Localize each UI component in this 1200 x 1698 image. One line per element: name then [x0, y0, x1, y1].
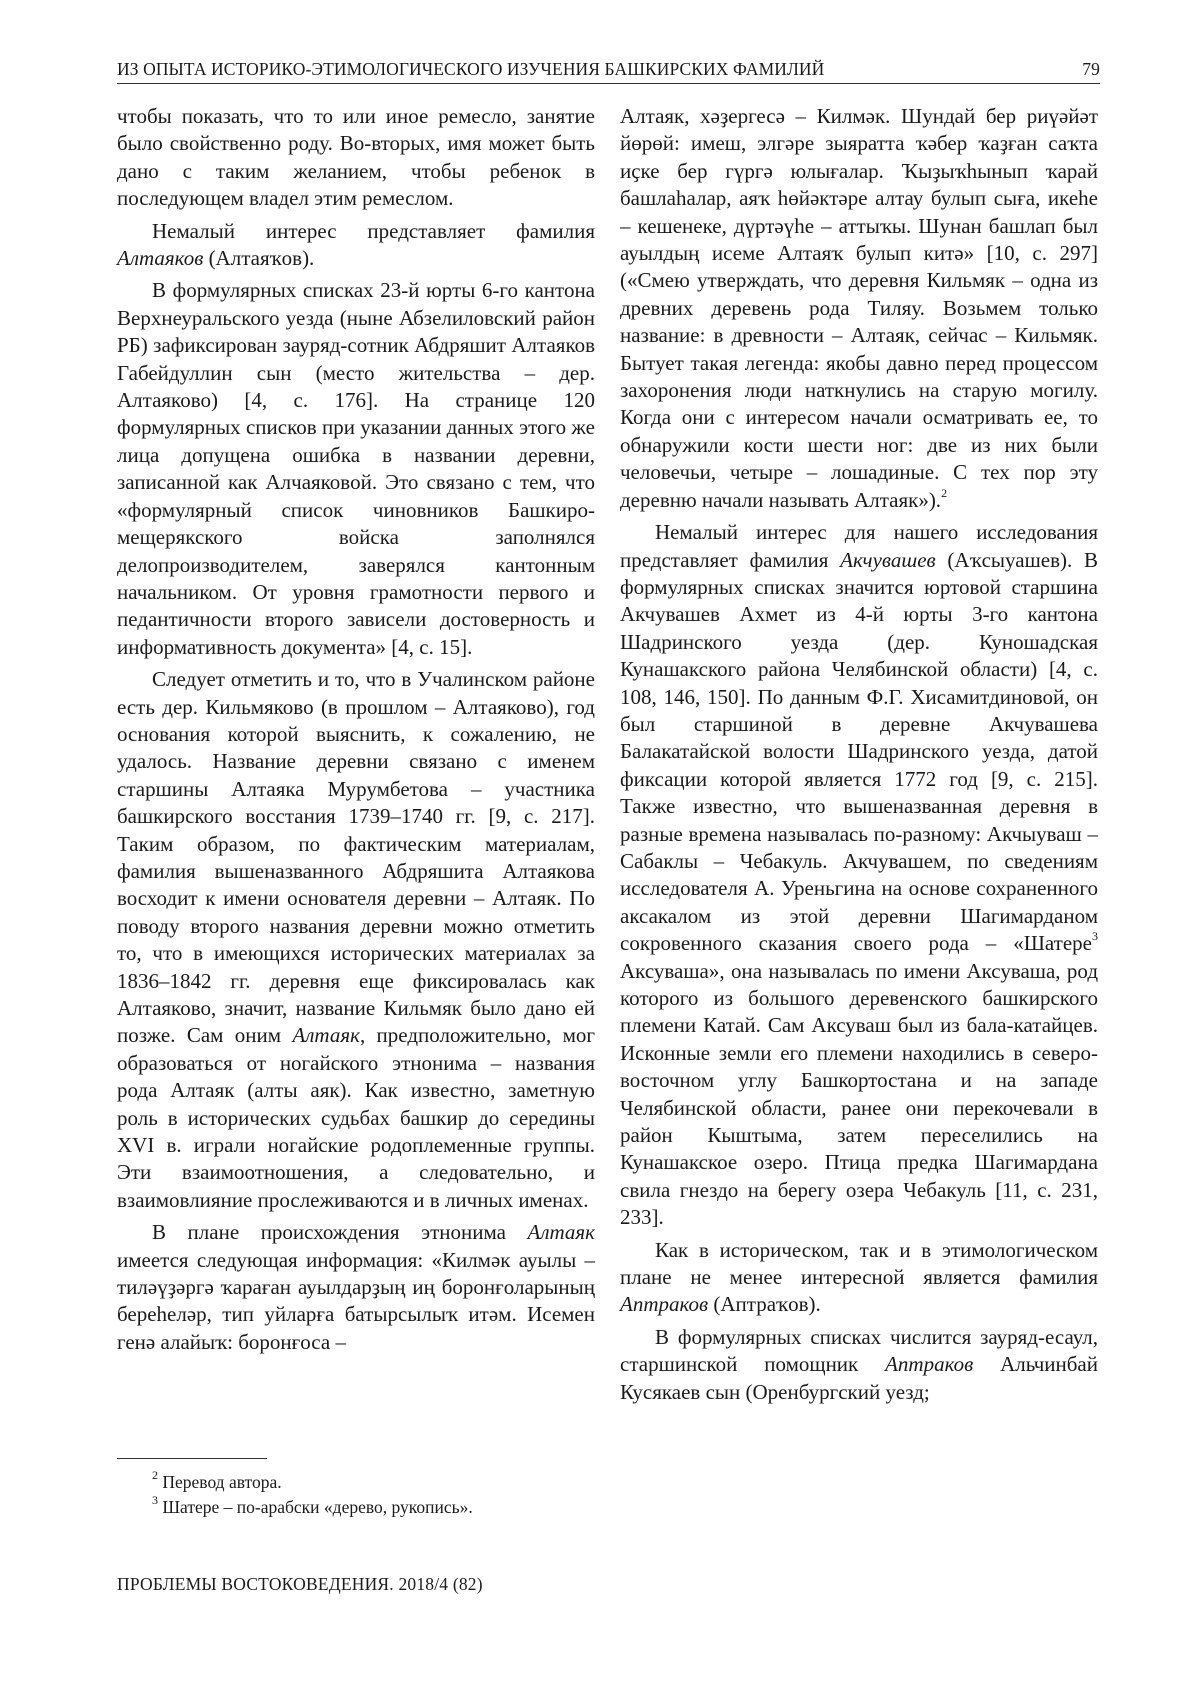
footnote-divider [117, 1458, 267, 1459]
surname-italic: Алтаяков [117, 246, 204, 271]
footnote-ref: 2 [941, 485, 948, 500]
paragraph: В плане происхождения этнонима Алтаяк имеется следующая информация: «Килмәк ауылы – тиләүҙәргә ҡараған ауылдарҙың иң боронғоларының береһеләр, тип уйларға батырсылыҡ итәм. Исемен генә алайыҡ: боронғоса – [117, 1220, 595, 1354]
paragraph: В формулярных списках числится зауряд-есаул, старшинской помощник Аптраков Альчинбай Кусякаев сын (Оренбургский уезд; [620, 1324, 1098, 1404]
onym-italic: Алтаяк [292, 1023, 360, 1048]
left-column [117, 103, 595, 1356]
footnotes [117, 1470, 677, 1520]
paragraph: Немалый интерес для нашего исследования представляет фамилия Акчувашев (Аҡсыуашев). В формулярных списках значится юртовой старшина Акчувашев Ахмет из 4-й юрты 3-го кантона Шадринского уезда (дер. Куношадская Кунашакского района Челябинской области) [4, с. 108, 146, 150]. По данным Ф.Г. Хисамитдиновой, он был старшиной в деревне Акчувашева Балакатайской волости Шадринского уезда, датой фиксации которой является 1772 год [9, с. 215]. Также известно, что вышеназванная деревня в разные времена называлась по-разному: Акчыуваш – Сабаклы – Чебакуль. Акчувашем, по сведениям исследователя А. Уреньгина на основе сохраненного аксакалом из этой деревни Шагимарданом сокровенного сказания своего рода – «Шатере$^3$ Аксуваша», она называлась по имени Аксуваша, род которого из большого деревенского башкирского племени Катай. Сам Аксуваш был из бала-катайцев. Исконные земли его племени находились в северо-восточном углу Башкортостана и на западе Челябинской области, ранее они перекочевали в район Кыштыма, затем переселились на Кунашакское озеро. Птица предка Шагимардана свила гнездо на берегу озера Чебакуль [11, с. 231, 233]. [620, 520, 1098, 1230]
surname-italic: Аптраков [620, 1292, 709, 1317]
footnote: $^2$ Перевод автора. [152, 1468, 282, 1492]
surname-italic: Акчувашев [840, 547, 936, 572]
footnote: $^3$ Шатере – по-арабски «дерево, рукопись». [152, 1493, 473, 1517]
footnote-ref: 3 [1092, 929, 1098, 944]
journal-footer: ПРОБЛЕМЫ ВОСТОКОВЕДЕНИЯ. 2018/4 (82) [117, 1574, 483, 1594]
surname-italic: Аптраков [885, 1352, 974, 1377]
paragraph: Алтаяк, хәҙергесә – Килмәк. Шундай бер риүәйәт йөрөй: имеш, элгәре зыяратта ҡәбер ҡаҙған саҡта иҫке бер гүргә юлығалар. Ҡыҙыҡһынып ҡарай башлаһалар, аяҡ һөйәктәре алтау булып сыға, икеһе – кешенеке, дүртәүһе – аттыҡы. Шунан башлап был ауылдың исеме Алтаяҡ булып китә» [10, с. 297] («Смею утверждать, что деревня Кильмяк – одна из древних деревень рода Тиляу. Возьмем только название: в древности – Алтаяк, сейчас – Кильмяк. Бытует такая легенда: якобы давно перед процессом захоронения люди наткнулись на старую могилу. Когда они с интересом начали осматривать ее, то обнаружили кости шести ног: две из них были человечьи, четыре – лошадиные. С тех пор эту деревню начали называть Алтаяк»).$^2$ [620, 104, 1098, 512]
paragraph: Следует отметить и то, что в Учалинском районе есть дер. Кильмяково (в прошлом – Алтаяково), год основания которой выяснить, к сожалению, не удалось. Название деревни связано с именем старшины Алтаяка Мурумбетова – участника башкирского восстания 1739–1740 гг. [9, с. 217]. Таким образом, по фактическим материалам, фамилия вышеназванного Абдряшита Алтаякова восходит к имени основателя деревни – Алтаяк. По поводу второго названия деревни можно отметить то, что в имеющихся исторических материалах за 1836–1842 гг. деревня еще фиксировалась как Алтаяково, значит, название Кильмяк было дано ей позже. Сам оним Алтаяк, предположительно, мог образоваться от ногайского этнонима – названия рода Алтаяк (алты аяк). Как известно, заметную роль в исторических судьбах башкир до середины XVI в. играли ногайские родоплеменные группы. Эти взаимоотношения, а следовательно, и взаимовлияние прослеживаются и в личных именах. [117, 667, 595, 1212]
article-running-title: ИЗ ОПЫТА ИСТОРИКО-ЭТИМОЛОГИЧЕСКОГО ИЗУЧЕНИЯ БАШКИРСКИХ ФАМИЛИЙ [117, 59, 825, 79]
paragraph: В формулярных списках 23-й юрты 6-го кантона Верхнеуральского уезда (ныне Абзелиловский район РБ) зафиксирован зауряд-сотник Абдряшит Алтаяков Габейдуллин сын (место жительства – дер. Алтаяково) [4, с. 176]. На странице 120 формулярных списков при указании данных этого же лица допущена ошибка в названии деревни, записанной как Алчаяковой. Это связано с тем, что «формулярный список чиновников Башкиро-мещерякского войска заполнялся делопроизводителем, заверялся кантонным начальником. От уровня грамотности первого и педантичности второго зависели достоверность и информативность документа» [4, с. 15]. [117, 278, 595, 659]
page-number: 79 [1082, 59, 1100, 79]
right-column [620, 103, 1098, 1406]
paragraph: Как в историческом, так и в этимологическом плане не менее интересной является фамилия Аптраков (Аптраҡов). [620, 1237, 1098, 1317]
paragraph: чтобы показать, что то или иное ремесло, занятие было свойственно роду. Во-вторых, имя может быть дано с таким желанием, чтобы ребенок в последующем владел этим ремеслом. [117, 104, 595, 211]
footnote-number: 3 [152, 1493, 158, 1508]
paragraph: Немалый интерес представляет фамилия Алтаяков (Алтаяҡов). [117, 218, 595, 271]
running-header [117, 57, 1100, 84]
ethnonym-italic: Алтаяк [527, 1220, 595, 1245]
footnote-number: 2 [152, 1468, 158, 1483]
